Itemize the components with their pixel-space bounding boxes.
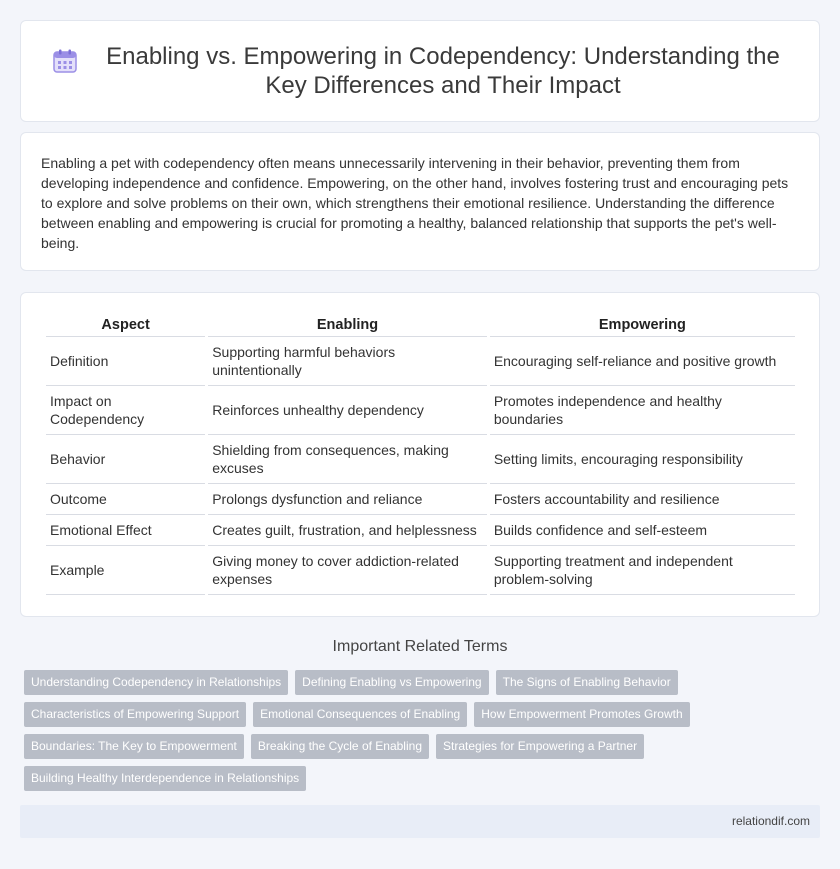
related-term-tag[interactable]: Breaking the Cycle of Enabling [251, 734, 429, 759]
cell-aspect: Definition [46, 337, 205, 386]
related-terms-tags [24, 670, 814, 798]
header-aspect: Aspect [46, 313, 205, 337]
table-row [46, 515, 795, 546]
calendar-icon [52, 48, 78, 74]
related-term-tag[interactable]: Strategies for Empowering a Partner [436, 734, 644, 759]
intro-paragraph: Enabling a pet with codependency often means unnecessarily intervening in their behavior, preventing them from developing independence and confidence. Empowering, on the other hand, involves fostering trust and encouraging pets to explore and solve problems on their own, which strengthens their emotional resilience. Understanding the difference between enabling and empowering is crucial for promoting a healthy, balanced relationship that supports the pet's well-being. [41, 155, 789, 251]
cell-aspect: Behavior [46, 435, 205, 484]
comparison-table-card [20, 292, 820, 617]
cell-enabling: Creates guilt, frustration, and helplessness [208, 515, 487, 546]
footer [20, 805, 820, 838]
cell-empowering: Promotes independence and healthy boundaries [490, 386, 795, 435]
table-row [46, 435, 795, 484]
cell-aspect: Outcome [46, 484, 205, 515]
page-title: Enabling vs. Empowering in Codependency: Understanding the Key Differences and Their Impact [106, 43, 780, 99]
related-term-tag[interactable]: Understanding Codependency in Relationships [24, 670, 288, 695]
related-term-tag[interactable]: Boundaries: The Key to Empowerment [24, 734, 244, 759]
related-terms-heading: Important Related Terms [332, 638, 508, 655]
cell-empowering: Fosters accountability and resilience [490, 484, 795, 515]
related-term-tag[interactable]: How Empowerment Promotes Growth [474, 702, 689, 727]
related-term-tag[interactable]: The Signs of Enabling Behavior [496, 670, 678, 695]
cell-enabling: Shielding from consequences, making excuses [208, 435, 487, 484]
title-wrap [50, 42, 790, 100]
header-enabling: Enabling [208, 313, 487, 337]
related-term-tag[interactable]: Defining Enabling vs Empowering [295, 670, 488, 695]
table-header-row [46, 313, 795, 337]
header-empowering: Empowering [490, 313, 795, 337]
cell-empowering: Builds confidence and self-esteem [490, 515, 795, 546]
comparison-table [43, 313, 798, 595]
cell-aspect: Emotional Effect [46, 515, 205, 546]
cell-empowering: Supporting treatment and independent problem-solving [490, 546, 795, 595]
cell-aspect: Impact on Codependency [46, 386, 205, 435]
table-row [46, 546, 795, 595]
footer-site-link[interactable]: relationdif.com [731, 814, 810, 828]
cell-empowering: Encouraging self-reliance and positive growth [490, 337, 795, 386]
related-term-tag[interactable]: Characteristics of Empowering Support [24, 702, 246, 727]
related-term-tag[interactable]: Emotional Consequences of Enabling [253, 702, 467, 727]
related-term-tag[interactable]: Building Healthy Interdependence in Relationships [24, 766, 306, 791]
cell-enabling: Prolongs dysfunction and reliance [208, 484, 487, 515]
title-card [20, 20, 820, 122]
table-row [46, 484, 795, 515]
table-row [46, 386, 795, 435]
cell-empowering: Setting limits, encouraging responsibility [490, 435, 795, 484]
cell-enabling: Supporting harmful behaviors unintentionally [208, 337, 487, 386]
intro-card [20, 132, 820, 271]
cell-aspect: Example [46, 546, 205, 595]
cell-enabling: Reinforces unhealthy dependency [208, 386, 487, 435]
table-row [46, 337, 795, 386]
cell-enabling: Giving money to cover addiction-related expenses [208, 546, 487, 595]
